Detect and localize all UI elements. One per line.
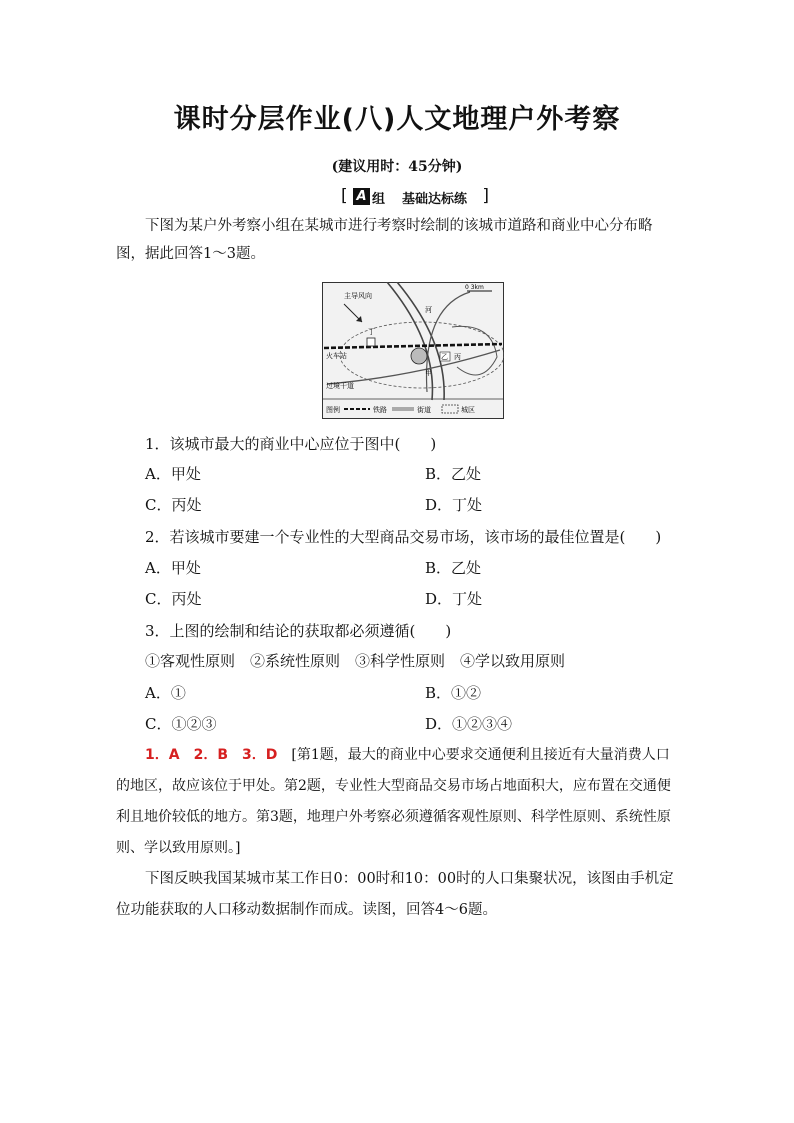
left-bracket: [ bbox=[341, 186, 348, 206]
station-label: 火车站 bbox=[326, 352, 347, 360]
answer-explanation bbox=[116, 740, 681, 864]
bing-label: 丙 bbox=[454, 353, 461, 361]
group-badge: A bbox=[353, 188, 370, 205]
jia-site bbox=[411, 348, 427, 364]
q1-option-c: C．丙处 bbox=[145, 496, 202, 514]
ding-site bbox=[367, 338, 375, 346]
group-a-tag bbox=[341, 186, 489, 208]
right-bracket: ] bbox=[482, 186, 489, 206]
q1-option-b: B．乙处 bbox=[425, 465, 482, 483]
answer-key: 1．A 2．B 3．D bbox=[145, 747, 278, 763]
wind-label: 主导风向 bbox=[344, 292, 372, 300]
page-title: 课时分层作业(八)人文地理户外考察 bbox=[173, 104, 621, 135]
legend-title: 图例 bbox=[326, 406, 340, 414]
yi-label: 乙 bbox=[441, 353, 448, 361]
suggested-time: (建议用时：45分钟) bbox=[331, 159, 463, 175]
jia-label: 甲 bbox=[425, 369, 432, 377]
river-label: 河 bbox=[425, 306, 432, 314]
highway-label: 过境干道 bbox=[326, 382, 354, 390]
q1-option-a: A．甲处 bbox=[145, 465, 201, 483]
question-2-stem: 2．若该城市要建一个专业性的大型商品交易市场，该市场的最佳位置是( ) bbox=[145, 528, 662, 546]
legend-rail-label: 铁路 bbox=[373, 406, 387, 414]
ding-label: 丁 bbox=[368, 328, 375, 336]
question-3-stem: 3．上图的绘制和结论的获取都必须遵循( ) bbox=[145, 622, 452, 640]
q2-option-d: D．丁处 bbox=[425, 590, 483, 608]
q2-option-a: A．甲处 bbox=[145, 559, 201, 577]
city-road-map bbox=[322, 282, 504, 419]
explanation-text: [第1题，最大的商业中心要求交通便利且接近有大量消费人口的地区，故应该位于甲处。第2题，专业性大型商品交易市场占地面积大，应布置在交通便利且地价较低的地方。第3题，地理户外考察必须遵循客观性原则、科学性原则、系统性原则、学以致用原则。] bbox=[116, 747, 671, 856]
group-label: 组 bbox=[372, 192, 386, 207]
q3-option-b: B．①② bbox=[425, 684, 482, 702]
q3-principles: ①客观性原则 ②系统性原则 ③科学性原则 ④学以致用原则 bbox=[145, 652, 566, 670]
q3-option-a: A．① bbox=[145, 684, 186, 702]
intro-paragraph-2: 下图反映我国某城市某工作日0：00时和10：00时的人口集聚状况，该图由手机定位功能获取的人口移动数据制作而成。读图，回答4～6题。 bbox=[116, 871, 674, 918]
q2-option-b: B．乙处 bbox=[425, 559, 482, 577]
q2-option-c: C．丙处 bbox=[145, 590, 202, 608]
q3-option-c: C．①②③ bbox=[145, 715, 217, 733]
q1-option-d: D．丁处 bbox=[425, 496, 483, 514]
scale-label: 0 3km bbox=[465, 284, 484, 291]
q3-option-d: D．①②③④ bbox=[425, 715, 513, 733]
question-1-stem: 1．该城市最大的商业中心应位于图中( ) bbox=[145, 435, 437, 453]
legend-city-label: 城区 bbox=[461, 406, 475, 414]
intro-paragraph-1: 下图为某户外考察小组在某城市进行考察时绘制的该城市道路和商业中心分布略图，据此回答1～3题。 bbox=[116, 218, 653, 262]
group-name: 基础达标练 bbox=[402, 192, 468, 207]
legend-street-label: 街道 bbox=[417, 406, 431, 414]
